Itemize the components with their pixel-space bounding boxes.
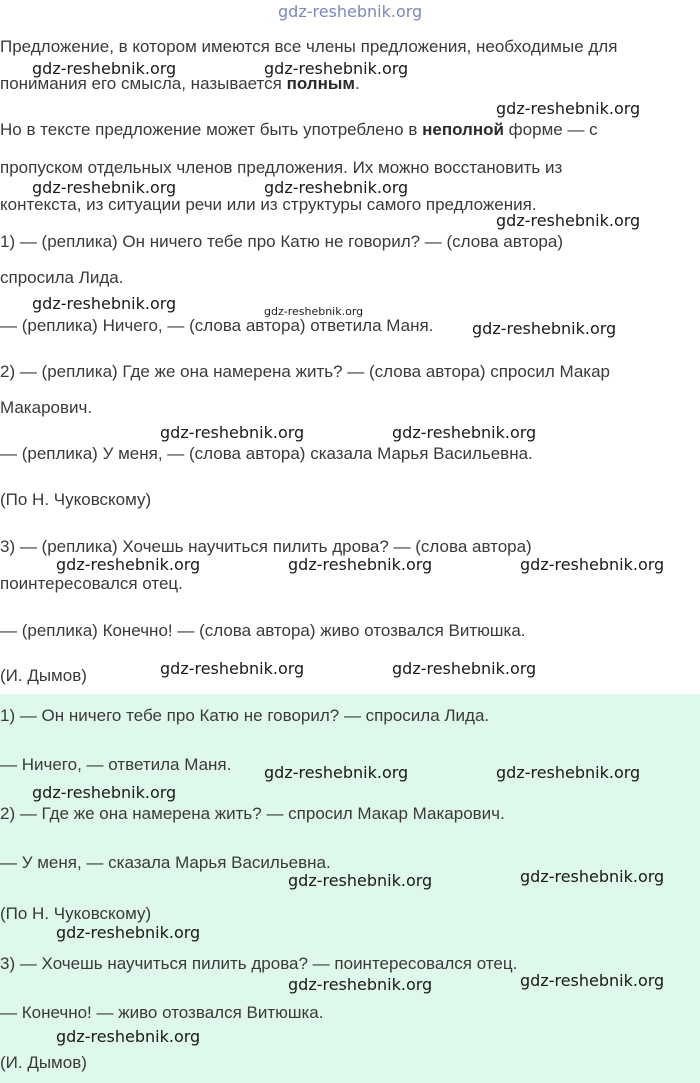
answer-line-3: 2) — Где же она намерена жить? — спросил Макар Макарович. bbox=[0, 804, 505, 823]
watermark: gdz-reshebnik.org bbox=[496, 211, 641, 230]
watermark: gdz-reshebnik.org bbox=[32, 783, 177, 802]
watermark: gdz-reshebnik.org bbox=[160, 423, 305, 442]
example-3-line-3: — (реплика) Конечно! — (слова автора) живо отозвался Витюшка. bbox=[0, 621, 526, 640]
definition-line-1: Предложение, в котором имеются все члены предложения, необходимые для bbox=[0, 37, 618, 56]
watermark: gdz-reshebnik.org bbox=[392, 659, 537, 678]
watermark-top: gdz-reshebnik.org bbox=[278, 2, 423, 21]
example-1-line-2: спросила Лида. bbox=[0, 268, 124, 287]
watermark: gdz-reshebnik.org bbox=[288, 975, 433, 994]
watermark: gdz-reshebnik.org bbox=[520, 971, 665, 990]
answer-line-6: 3) — Хочешь научиться пилить дрова? — поинтересовался отец. bbox=[0, 954, 518, 973]
example-3-line-2: поинтересовался отец. bbox=[0, 574, 183, 593]
example-2-source: (По Н. Чуковскому) bbox=[0, 490, 152, 509]
example-2-line-1: 2) — (реплика) Где же она намерена жить? — (слова автора) спросил Макар bbox=[0, 362, 610, 381]
example-2-line-2: Макарович. bbox=[0, 398, 93, 417]
watermark: gdz-reshebnik.org bbox=[32, 59, 177, 78]
watermark: gdz-reshebnik.org bbox=[472, 319, 617, 338]
definition-suffix: . bbox=[354, 74, 360, 93]
watermark: gdz-reshebnik.org bbox=[32, 178, 177, 197]
example-1-line-3: — (реплика) Ничего, — (слова автора) ответила Маня. bbox=[0, 316, 434, 335]
incomplete-prefix: Но в тексте предложение может быть употреблено в bbox=[0, 120, 423, 139]
answer-line-5: (По Н. Чуковскому) bbox=[0, 904, 152, 923]
incomplete-line-3: контекста, из ситуации речи или из структуры самого предложения. bbox=[0, 195, 537, 214]
answer-line-1: 1) — Он ничего тебе про Катю не говорил? — спросила Лида. bbox=[0, 706, 490, 725]
watermark: gdz-reshebnik.org bbox=[288, 871, 433, 890]
example-1-line-1: 1) — (реплика) Он ничего тебе про Катю не говорил? — (слова автора) bbox=[0, 232, 563, 251]
watermark: gdz-reshebnik.org bbox=[56, 923, 201, 942]
watermark: gdz-reshebnik.org bbox=[160, 659, 305, 678]
watermark: gdz-reshebnik.org bbox=[392, 423, 537, 442]
watermark: gdz-reshebnik.org bbox=[496, 763, 641, 782]
definition-prefix: понимания его смысла, называется bbox=[0, 74, 287, 93]
watermark: gdz-reshebnik.org bbox=[496, 99, 641, 118]
incomplete-line-1 bbox=[0, 120, 598, 140]
watermark: gdz-reshebnik.org bbox=[264, 305, 364, 318]
example-3-source: (И. Дымов) bbox=[0, 666, 87, 685]
watermark: gdz-reshebnik.org bbox=[520, 555, 665, 574]
answer-line-8: (И. Дымов) bbox=[0, 1053, 87, 1072]
watermark: gdz-reshebnik.org bbox=[264, 178, 409, 197]
incomplete-term: неполной bbox=[422, 120, 504, 139]
answer-line-4: — У меня, — сказала Марья Васильевна. bbox=[0, 853, 331, 872]
incomplete-suffix: форме — с bbox=[503, 120, 598, 139]
definition-term: полным bbox=[286, 74, 355, 93]
watermark: gdz-reshebnik.org bbox=[264, 59, 409, 78]
watermark: gdz-reshebnik.org bbox=[288, 555, 433, 574]
watermark: gdz-reshebnik.org bbox=[56, 1027, 201, 1046]
watermark: gdz-reshebnik.org bbox=[32, 294, 177, 313]
watermark: gdz-reshebnik.org bbox=[264, 763, 409, 782]
answer-line-2: — Ничего, — ответила Маня. bbox=[0, 755, 232, 774]
watermark: gdz-reshebnik.org bbox=[520, 867, 665, 886]
answer-line-7: — Конечно! — живо отозвался Витюшка. bbox=[0, 1003, 324, 1022]
example-3-line-1: 3) — (реплика) Хочешь научиться пилить дрова? — (слова автора) bbox=[0, 537, 532, 556]
example-2-line-3: — (реплика) У меня, — (слова автора) сказала Марья Васильевна. bbox=[0, 444, 533, 463]
incomplete-line-2: пропуском отдельных членов предложения. Их можно восстановить из bbox=[0, 158, 563, 177]
watermark: gdz-reshebnik.org bbox=[56, 555, 201, 574]
